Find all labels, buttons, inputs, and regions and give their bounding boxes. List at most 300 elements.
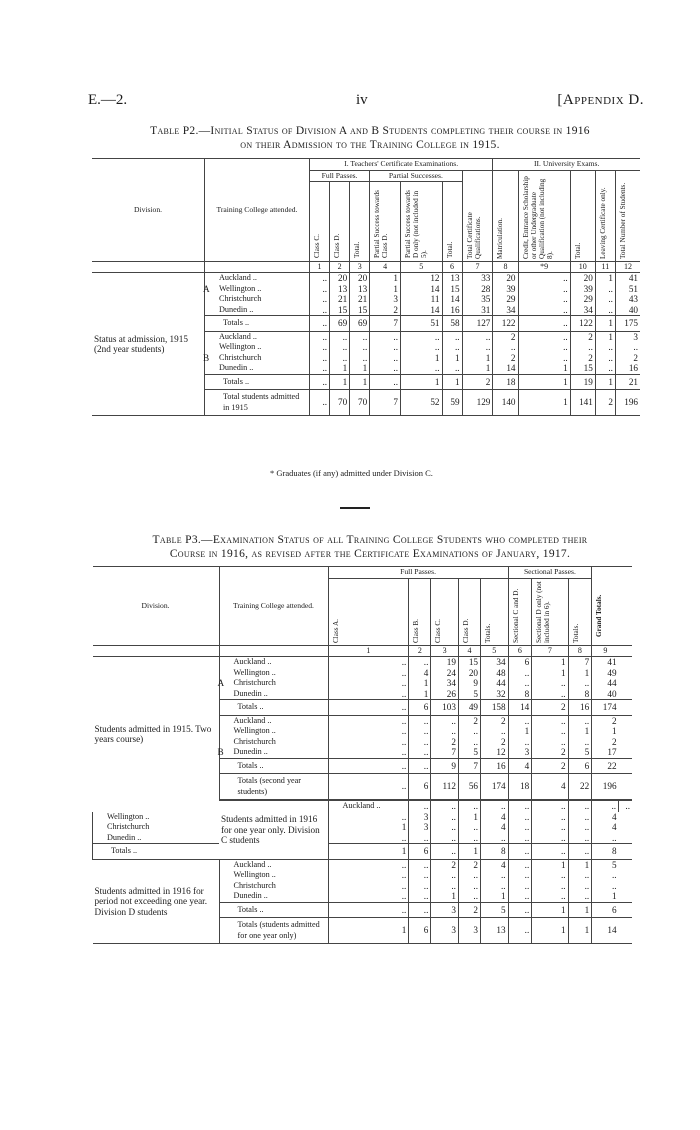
totals-label: Totals (students admitted for one year only) [219,918,328,944]
value-cell: .. [409,833,431,844]
value-cell: 1 [568,668,592,679]
value-cell: .. [532,833,568,844]
value-cell: 6 [568,758,592,774]
value-cell: 1 [328,822,409,833]
division-label: Students admitted in 1916 for one year only. Division C students [221,814,320,845]
division-marker: A [217,678,225,688]
value-cell: .. [462,331,493,342]
value-cell: .. [532,800,568,812]
value-cell: 4 [481,859,509,870]
value-cell: 2 [462,374,493,390]
value-cell: .. [350,331,370,342]
value-cell: .. [409,737,431,748]
value-cell: 16 [481,758,509,774]
value-cell: .. [310,390,330,416]
value-cell: .. [310,374,330,390]
totals-row [93,844,633,860]
value-cell: 1 [532,902,568,918]
value-cell: .. [431,844,459,860]
value-cell: 2 [493,353,518,364]
value-cell: .. [518,342,570,353]
value-cell: 70 [330,390,350,416]
column-header: Totals. [571,623,580,643]
value-cell: 14 [442,294,462,305]
value-cell: 122 [493,316,518,332]
value-cell: 1 [532,657,568,668]
value-cell: .. [458,822,480,833]
value-cell: 7 [458,758,480,774]
value-cell: .. [481,870,509,881]
column-header: Totals. [484,623,492,643]
value-cell: 1 [350,374,370,390]
value-cell: 5 [458,689,480,700]
value-cell: .. [328,657,409,668]
value-cell: 6 [508,657,532,668]
value-cell: .. [595,342,615,353]
college-name: A Christchurch [219,678,328,689]
value-cell: 7 [370,316,401,332]
value-cell: 4 [409,668,431,679]
value-cell: 14 [508,700,532,716]
value-cell: 1 [568,726,592,737]
value-cell: 3 [508,747,532,758]
value-cell: .. [350,342,370,353]
value-cell: .. [442,363,462,374]
value-cell: 2 [595,390,615,416]
college-name: Auckland .. [219,715,328,726]
value-cell: .. [328,689,409,700]
value-cell: .. [592,870,619,881]
value-cell: 5 [568,747,592,758]
totals-label: Totals .. [219,902,328,918]
group2-header: II. University Exams. [493,159,640,171]
value-cell: 8 [592,844,619,860]
value-cell: .. [310,273,330,284]
table-row [93,859,633,870]
value-cell: 34 [431,678,459,689]
value-cell: 44 [592,678,619,689]
table-row [93,833,633,844]
table-row [92,273,640,284]
value-cell: 15 [442,284,462,295]
value-cell: .. [350,353,370,364]
table-row [93,812,633,823]
value-cell: 26 [431,689,459,700]
value-cell: 1 [462,353,493,364]
value-cell: 196 [615,390,640,416]
value-cell: 3 [431,918,459,944]
college-name: Wellington .. [219,668,328,679]
value-cell: .. [518,273,570,284]
value-cell: 14 [592,918,619,944]
value-cell: .. [493,342,518,353]
value-cell: .. [328,678,409,689]
value-cell: .. [592,800,619,812]
column-header: Partial Success towards D only (not included in 5). [404,190,429,259]
value-cell: .. [595,363,615,374]
value-cell: 39 [493,284,518,295]
college-name: Christchurch [205,294,310,305]
value-cell: 52 [401,390,443,416]
value-cell: 11 [401,294,443,305]
value-cell: 40 [592,689,619,700]
value-cell: 141 [570,390,595,416]
value-cell: 3 [409,812,431,823]
value-cell: 4 [508,758,532,774]
value-cell: 17 [592,747,619,758]
totals-label: Totals (second year students) [219,774,328,801]
value-cell: .. [595,353,615,364]
college-name: Dunedin .. [205,305,310,316]
value-cell: .. [508,715,532,726]
value-cell: .. [532,812,568,823]
value-cell: 5 [481,902,509,918]
value-cell: .. [409,715,431,726]
report-code: E.—2. [88,92,128,108]
value-cell: .. [481,800,509,812]
value-cell: 1 [568,902,592,918]
value-cell: .. [462,342,493,353]
value-cell: .. [568,891,592,902]
value-cell: .. [508,891,532,902]
value-cell: .. [458,800,480,812]
division-label: Students admitted in 1916 for period not exceeding one year. Division D students [94,885,208,917]
value-cell: 34 [481,657,509,668]
value-cell: .. [532,737,568,748]
value-cell: 1 [568,918,592,944]
column-header: Total. [573,242,582,259]
value-cell: .. [481,833,509,844]
full-passes-header: Full Passes. [328,567,508,579]
value-cell: .. [532,870,568,881]
value-cell: 21 [615,374,640,390]
column-header: Sectional C and D. [511,588,520,643]
college-name: Auckland .. [205,331,310,342]
value-cell: 12 [481,747,509,758]
value-cell: 15 [330,305,350,316]
value-cell: 1 [518,390,570,416]
page-number: iv [356,92,368,108]
value-cell: .. [481,881,509,892]
college-name: B Christchurch [205,353,310,364]
value-cell: .. [481,726,509,737]
value-cell: .. [508,668,532,679]
value-cell: .. [518,294,570,305]
value-cell: .. [568,812,592,823]
value-cell: .. [330,353,350,364]
college-header: Training College attended. [205,159,310,262]
value-cell: .. [532,891,568,902]
value-cell: .. [458,833,480,844]
value-cell: 2 [532,758,568,774]
value-cell: 1 [595,316,615,332]
value-cell: 127 [462,316,493,332]
totals-label: Total students admitted in 1915 [205,390,310,416]
value-cell: .. [409,747,431,758]
value-cell: 32 [481,689,509,700]
value-cell: .. [508,844,532,860]
value-cell: 1 [508,726,532,737]
value-cell: 175 [615,316,640,332]
value-cell: 9 [458,678,480,689]
value-cell: 1 [518,374,570,390]
value-cell: 112 [431,774,459,801]
value-cell: .. [508,812,532,823]
value-cell: 2 [615,353,640,364]
value-cell: 44 [481,678,509,689]
value-cell: 33 [462,273,493,284]
value-cell: .. [409,800,431,812]
value-cell: .. [518,316,570,332]
division-header: Division. [133,204,163,214]
value-cell: 1 [370,284,401,295]
value-cell: .. [409,891,431,902]
table-p2 [92,158,640,416]
value-cell: 7 [568,657,592,668]
value-cell: .. [568,737,592,748]
value-cell: .. [570,342,595,353]
division-label: Status at admission, 1915 (2nd year students) [94,333,188,354]
value-cell: 24 [431,668,459,679]
value-cell: .. [518,305,570,316]
partial-successes-header: Partial Successes. [370,170,462,182]
college-name: A Wellington .. [205,284,310,295]
value-cell: .. [370,342,401,353]
value-cell: .. [370,363,401,374]
value-cell: .. [458,891,480,902]
value-cell: 1 [481,891,509,902]
value-cell: 49 [592,668,619,679]
value-cell: 174 [481,774,509,801]
value-cell: 14 [401,305,443,316]
value-cell: 1 [442,374,462,390]
value-cell: 15 [458,657,480,668]
college-name: Dunedin .. [219,891,328,902]
value-cell: .. [568,822,592,833]
value-cell: .. [568,833,592,844]
value-cell: 19 [570,374,595,390]
value-cell: 69 [350,316,370,332]
value-cell: .. [508,678,532,689]
column-header: Total. [445,241,454,259]
value-cell: 158 [481,700,509,716]
value-cell: 18 [508,774,532,801]
value-cell: .. [532,689,568,700]
value-cell: .. [568,881,592,892]
value-cell: 31 [462,305,493,316]
college-name: Wellington .. [219,726,328,737]
value-cell: .. [568,800,592,812]
value-cell: .. [370,374,401,390]
value-cell: 1 [458,844,480,860]
value-cell: 122 [570,316,595,332]
value-cell: 2 [458,859,480,870]
value-cell: .. [431,822,459,833]
value-cell: .. [508,800,532,812]
value-cell: 8 [568,689,592,700]
column-number-row: 1 2 3 4 5 6 7 8 *9 10 11 12 [92,261,640,273]
value-cell: 1 [532,668,568,679]
value-cell: .. [409,902,431,918]
value-cell: 2 [493,331,518,342]
value-cell: .. [328,715,409,726]
value-cell: 21 [330,294,350,305]
value-cell: .. [532,822,568,833]
value-cell: 13 [481,918,509,944]
column-header: Class D. [333,233,342,259]
value-cell: .. [330,331,350,342]
value-cell: 69 [330,316,350,332]
value-cell: 3 [409,822,431,833]
value-cell: .. [330,342,350,353]
value-cell: .. [532,844,568,860]
college-name: Christchurch [219,737,328,748]
value-cell: .. [401,363,443,374]
value-cell: .. [431,870,459,881]
value-cell: .. [532,715,568,726]
column-header: Matriculation. [496,217,505,259]
value-cell: 2 [532,700,568,716]
value-cell: 6 [409,844,431,860]
totals-label: Totals .. [93,844,220,860]
value-cell: .. [442,331,462,342]
value-cell: 22 [568,774,592,801]
value-cell: .. [518,284,570,295]
value-cell: .. [532,881,568,892]
value-cell: 1 [532,918,568,944]
value-cell: .. [595,284,615,295]
value-cell: 58 [442,316,462,332]
column-header: Class A. [331,618,340,643]
value-cell: 29 [570,294,595,305]
value-cell: 16 [615,363,640,374]
value-cell: 3 [458,918,480,944]
value-cell: .. [568,678,592,689]
value-cell: 7 [431,747,459,758]
value-cell: 35 [462,294,493,305]
value-cell: .. [310,353,330,364]
column-header: Class B. [412,618,421,643]
value-cell: 1 [401,353,443,364]
table-p3 [92,566,632,944]
value-cell: .. [409,881,431,892]
value-cell: 2 [458,715,480,726]
value-cell: .. [328,700,409,716]
value-cell: 51 [401,316,443,332]
value-cell: .. [592,833,619,844]
value-cell: 2 [431,737,459,748]
value-cell: .. [431,800,459,812]
value-cell: 2 [431,859,459,870]
value-cell: .. [508,822,532,833]
value-cell: 2 [570,353,595,364]
college-name: Wellington .. [93,812,220,823]
value-cell: 1 [532,859,568,870]
value-cell: .. [409,870,431,881]
value-cell: 1 [595,331,615,342]
totals-label: Totals .. [219,700,328,716]
value-cell: .. [431,715,459,726]
value-cell: .. [328,902,409,918]
value-cell: .. [518,353,570,364]
value-cell: .. [328,774,409,801]
value-cell: 9 [431,758,459,774]
column-number-row: 1 2 3 4 5 6 7 8 9 [93,645,633,657]
table-p2-title: Table P2.—Initial Status of Division A and B Students completing their course in 1916 on their Admission to the Training College in 1915. [150,125,590,151]
value-cell: 4 [592,822,619,833]
column-header: Sectional D only (not included in 6). [535,580,552,643]
value-cell: 1 [330,363,350,374]
value-cell: .. [310,305,330,316]
sectional-passes-header: Sectional Passes. [508,567,592,579]
value-cell: 3 [615,331,640,342]
group1-header: I. Teachers' Certificate Examinations. [310,159,493,171]
value-cell: .. [568,715,592,726]
college-name: Wellington .. [219,870,328,881]
value-cell: 1 [401,374,443,390]
value-cell: 59 [442,390,462,416]
value-cell: 4 [532,774,568,801]
value-cell: 1 [328,844,409,860]
value-cell: 6 [592,902,619,918]
value-cell: 1 [458,812,480,823]
value-cell: 174 [592,700,619,716]
value-cell: .. [409,758,431,774]
section-divider [340,507,370,509]
value-cell: .. [568,870,592,881]
value-cell: 8 [508,689,532,700]
value-cell: 1 [350,363,370,374]
value-cell: 129 [462,390,493,416]
table-p2-footnote: * Graduates (if any) admitted under Division C. [270,468,433,478]
value-cell: 34 [493,305,518,316]
value-cell: .. [328,859,409,870]
table-row [93,657,633,668]
value-cell: .. [458,881,480,892]
value-cell: 12 [401,273,443,284]
value-cell: .. [409,726,431,737]
value-cell: 1 [442,353,462,364]
value-cell: 15 [350,305,370,316]
value-cell: 19 [431,657,459,668]
value-cell: .. [328,812,409,823]
value-cell: .. [310,316,330,332]
division-marker: B [203,352,210,363]
value-cell: .. [595,305,615,316]
value-cell: 15 [570,363,595,374]
totals-label: Totals .. [205,374,310,390]
value-cell: 1 [595,374,615,390]
value-cell: 1 [370,273,401,284]
value-cell: 2 [370,305,401,316]
value-cell: .. [518,331,570,342]
value-cell: .. [310,294,330,305]
column-header: Total Certificate Qualifications. [465,211,482,259]
value-cell: 1 [409,689,431,700]
column-header: Leaving Certificate only. [598,186,607,259]
college-name: Auckland .. [219,657,328,668]
value-cell: .. [328,668,409,679]
value-cell: 56 [458,774,480,801]
value-cell: 2 [481,737,509,748]
value-cell: 8 [481,844,509,860]
full-passes-header: Full Passes. [310,170,370,182]
page-header [0,92,700,112]
value-cell: .. [508,870,532,881]
value-cell: 2 [592,737,619,748]
value-cell: .. [458,726,480,737]
value-cell: 1 [330,374,350,390]
